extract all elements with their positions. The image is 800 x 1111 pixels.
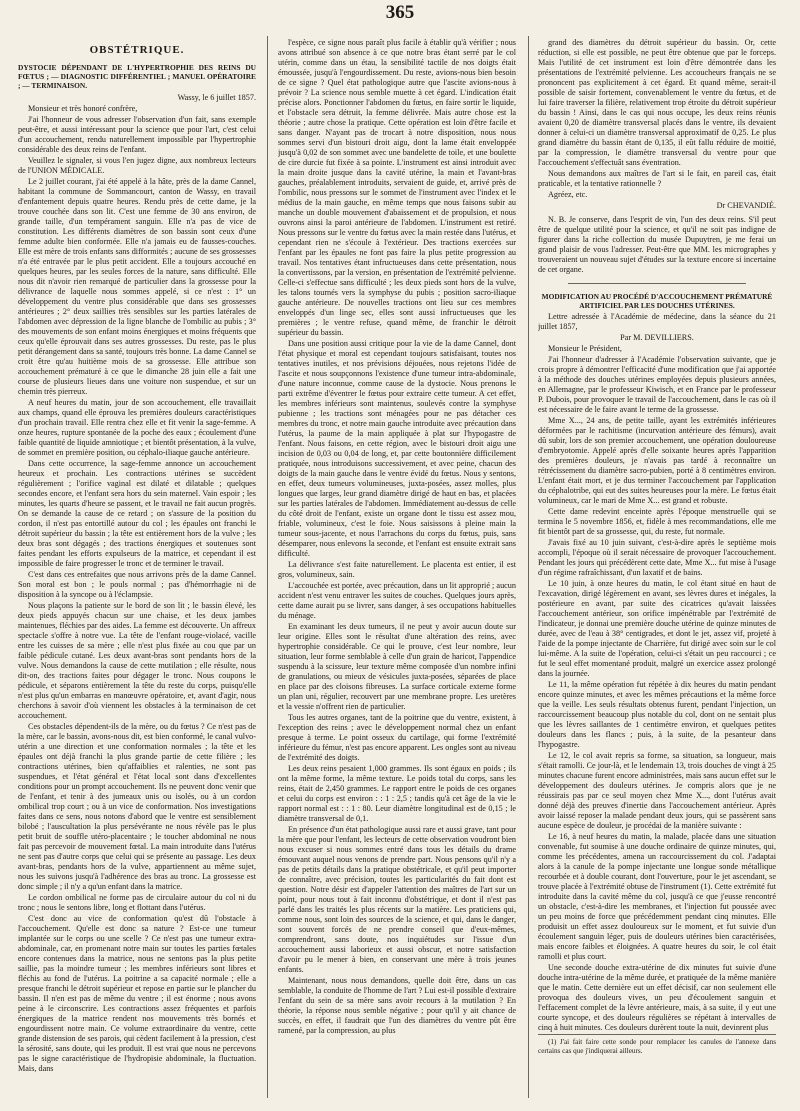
- section-divider: [568, 283, 746, 284]
- paragraph: Les deux reins pesaient 1,000 grammes. Ils sont égaux en poids ; ils ont la même forme, la même texture. Le poids total du corps, sans les reins, était de 2,450 grammes. Le rapport entre le poids de ces organes et celui du corps est environ : : 1 : 2,5 ; tandis qu'à cet âge de la vie le rapport normal est : : 1 : 80. Leur diamètre longitudinal est de 0,15 ; le diamètre transversal de 0,1.: [278, 764, 516, 823]
- paragraph: Le 10 juin, à onze heures du matin, le col étant situé en haut de l'excavation, dirigé légèrement en avant, ses lèvres dures et inégales, la postérieure en avant, par suite des cicatrices qu'avait laissées l'accouchement antérieur, son orifice impénétrable par l'extrémité de l'indicateur, je donnai une première douche utérine de quinze minutes de durée, avec de l'eau à 38° centigrades, et dont le jet, assez vif, projeté à l'aide de la pompe injectante de Charrière, fut dirigé avec soin sur le col lui-même. A la suite de l'opération, celui-ci s'était un peu raccourci ; ce fut le seul effet momentané produit, malgré un exercice assez prolongé dans la journée.: [538, 579, 776, 679]
- paragraph: Le 16, à neuf heures du matin, la malade, placée dans une situation convenable, fut soumise à une douche ordinaire de quinze minutes, qui, comme les précédentes, amena un raccourcissement du col. J'adaptai alors à la canule de la pompe injectante une longue sonde métallique recourbée et à double courant, dont l'ouverture, pour le jet ascendant, se trouve placée à l'extrémité obtuse de l'instrument (1). Cette extrémité fut introduite dans la cavité même du col, jusqu'à ce que j'eusse rencontré un obstacle, c'est-à-dire les membranes, et l'injection fut poussée avec un peu moins de force que précédemment pendant cinq minutes. Elle produisit un effet assez douloureux sur le moment, et fut suivie d'un écoulement sanguin léger, puis de douleurs utérines bien caractérisées, mais encore faibles et éloignées. A quatre heures du soir, le col était ramolli et plus court.: [538, 832, 776, 962]
- paragraph: Nous demandons aux maîtres de l'art si le fait, en pareil cas, était praticable, et la tentative rationnelle ?: [538, 169, 776, 188]
- paragraph: Tous les autres organes, tant de la poitrine que du ventre, existent, à l'exception des reins ; avec le développement normal chez un enfant presque à terme. Le point osseux du cartilage, qui forme l'extrémité inférieure du fémur, n'est pas encore apparent. Les ongles sont au niveau de l'extrémité des doigts.: [278, 713, 516, 762]
- paragraph: Ces obstacles dépendent-ils de la mère, ou du fœtus ? Ce n'est pas de la mère, car le bassin, avons-nous dit, est bien conformé, le canal vulvo-utérin a une direction et une conformation normales ; la tête et les épaules ont déjà franchi la plus grande partie de cette filière ; les contractions utérines, bien qu'affaiblies et ralenties, ne sont pas suspendues, et l'état général et l'état local sont dans d'excellentes conditions pour un prompt accouchement. Ils ne peuvent donc venir que de l'enfant, et tenir à des jumeaux unis ou isolés, ou à un cordon ombilical trop court ; ou à un vice de conformation. Nos investigations faites dans ce sens, nous notons d'abord que le ventre est sensiblement bilobé ; l'auscultation la plus persévérante ne nous révèle pas le plus petit bruit de souffle utéro-placentaire ; le toucher abdominal ne nous fait pas percevoir de mouvement fœtal. La main introduite dans l'utérus ne sent pas d'autre corps que celui qui se présente au passage. Les deux avant-bras, pendants hors de la vulve, appartiennent au même sujet, nous les suivons jusqu'à l'adhérence des bras au tronc. La grossesse est donc simple ; il n'y a qu'un enfant dans la matrice.: [18, 721, 256, 891]
- article-author: Par M. DEVILLIERS.: [620, 333, 694, 343]
- column-2: [278, 38, 516, 1098]
- column-1: [18, 38, 256, 1098]
- paragraph: Le 11, la même opération fut répétée à dix heures du matin pendant encore quinze minutes, et avec les mêmes précautions et la même force que la veille. Les seuls résultats obtenus furent, pendant l'injection, un raccourcissement beaucoup plus notable du col, dont on ne sentait plus que les lèvres saillantes de 1 centimètre environ, et quelques petites douleurs dans les flancs ; puis, à la suite, de la pesanteur dans l'hypogastre.: [538, 680, 776, 750]
- paragraph: grand des diamètres du détroit supérieur du bassin. Or, cette réduction, si elle est possible, ne peut être obtenue que par le forceps. Mais l'utilité de cet instrument est loin d'être démontrée dans les présentations de l'extrémité pelvienne. Les accoucheurs français ne se prononcent pas explicitement à cet égard. Et quand même, serait-il possible de saisir fortement, convenablement le ventre du fœtus, et de lui faire traverser la filière, relativement trop étroite du détroit supérieur du bassin ! Ainsi, dans le cas qui nous occupe, les deux reins réunis avaient 0,20 de diamètre transversal placés dans le ventre, ils devaient donner à celui-ci un diamètre transversal approximatif de 0,25. Le plus grand diamètre du bassin étant de 0,135, il eût fallu réduire de moitié, par la compression, le diamètre transversal du ventre pour que l'accouchement s'effectuât sans éventration.: [538, 38, 776, 167]
- paragraph: Nous plaçons la patiente sur le bord de son lit ; le bassin élevé, les deux pieds appuyés chacun sur une chaise, et les deux jambes maintenues, fléchies par des aides. La femme est découverte. Un affreux spectacle s'offre à notre vue. La tête de l'enfant rouge-violacé, vacille entre les cuisses de sa mère ; elle n'est plus fixée au cou que par un faible pédicule cutané. Les deux avant-bras sont pendants hors de la vulve. Nous demandons la cause de cette mutilation ; elle résulte, nous dit-on, des tractions faites pour dégager le tronc. Nous coupons le pédicule, et séparons entièrement la tête du reste du corps, puisqu'elle n'est plus qu'un embarras en manœuvre opératoire, et, avant d'agir, nous cherchons à savoir d'où viennent les obstacles à la terminaison de cet accouchement.: [18, 600, 256, 720]
- article-title: MODIFICATION AU PROCÉDÉ D'ACCOUCHEMENT PRÉMATURÉ ARTIFICIEL PAR LES DOUCHES UTÉRINES.: [541, 292, 773, 311]
- paragraph: Mme X..., 24 ans, de petite taille, ayant les extrémités inférieures déformées par le rachitisme (incurvation antérieure des fémurs), avait dû subir, lors de son premier accouchement, une opération douloureuse d'embryotomie. Appelé après d'elle soixante heures après l'apparition des premières douleurs, je n'avais pas tardé à reconnaître un rétrécissement du diamètre sacro-pubien, porté à 8 centimètres environ. L'enfant était mort, et je dus terminer l'accouchement par l'application du céphalotribe, qui eut des suites heureuses pour la mère. Le fœtus était volumineux, car le mari de Mme X... est grand et robuste.: [538, 416, 776, 506]
- paragraph: Monsieur le Président,: [548, 344, 622, 354]
- paragraph: Agréez, etc.: [548, 190, 588, 199]
- paragraph: Le 12, le col avait repris sa forme, sa situation, sa longueur, mais s'était ramolli. Ce jour-là, et le lendemain 13, trois douches de vingt à 25 minutes chacune furent encore administrées, mais sans aucun effet sur le développement des douleurs utérines. Je compris alors que je ne réussirais pas par ce seul moyen chez Mme X..., dont l'utérus avait donné déjà des preuves d'inertie dans l'accouchement antérieur. Après avoir laissé reposer la malade pendant deux jours, qui se passèrent sans aucune espèce de douleur, je procédai de la manière suivante :: [538, 751, 776, 831]
- paragraph: J'ai l'honneur de vous adresser l'observation d'un fait, sans exemple peut-être, et aussi intéressant pour la science que pour l'art, c'est celui d'un accouchement, rendu naturellement impossible par l'hypertrophie considérable des deux reins de l'enfant.: [18, 114, 256, 154]
- author-signature: Dr CHEVANDIÉ.: [716, 201, 776, 210]
- article-title: DYSTOCIE DÉPENDANT DE L'HYPERTROPHIE DES REINS DU FŒTUS ; — DIAGNOSTIC DIFFÉRENTIEL ; MANUEL OPÉRATOIRE ; — TERMINAISON.: [18, 63, 256, 91]
- footnote: (1) J'ai fait faire cette sonde pour remplacer les canules de l'annexe dans certains cas que j'indiquerai ailleurs.: [538, 1034, 776, 1056]
- paragraph: Maintenant, nous nous demandons, quelle doit être, dans un cas semblable, la conduite de l'homme de l'art ? Lui est-il possible d'extraire l'enfant du sein de sa mère sans avoir recours à la mutilation ? En théorie, la réponse nous semble négative ; pour qu'il y ait chance de succès, en effet, il faudrait que l'un des diamètres du ventre pût être ramené, par la compression, au plus: [278, 976, 516, 1035]
- paragraph: Le cordon ombilical ne forme pas de circulaire autour du col ni du tronc ; nous le sentons libre, long et flottant dans l'utérus.: [18, 892, 256, 912]
- column-3: [538, 38, 776, 1098]
- paragraph: Dans une position aussi critique pour la vie de la dame Cannel, dont l'état physique et moral est cependant toujours satisfaisant, toutes nos tentatives inutiles, et nos prévisions déjouées, nous rejetons l'idée de l'ascite et nous soupçonnons l'existence d'une tumeur intra-abdominale, d'une nature inconnue, comme cause de la dystocie. Nous prenons le parti extrême d'éventrer le fœtus pour extraire cette tumeur. A cet effet, les membres inférieurs sont maintenus, soulevés contre la symphyse pubienne ; les tractions sont ménagées pour ne pas détacher ces membres du tronc, et notre main gauche introduite avec précaution dans l'utérus, la paume de la main appliquée à plat sur l'hypogastre de l'enfant. Nous faisons, en cette région, avec le bistouri droit aigu une incision de 0,03 ou 0,04 de long, et, par cette boutonnière difficilement pratiquée, nous introduisons successivement, et avec peine, chacun des doigts de la main gauche dans le ventre évidé du fœtus. Nous y sentons, en effet, deux tumeurs volumineuses, juxta-posées, assez molles, plus longues que larges, leur grand diamètre dirigé de haut en bas, et placées sur les parties latérales de l'abdomen. Immédiatement au-dessus de celle du côté droit de l'enfant, existe un organe dont le tissu est assez mou, friable, volumineux, c'est le foie. Nous saisissons à pleine main la tumeur sous-jacente, et nous l'arrachons du corps du fœtus, puis, sans désemparer, nous enlevons la seconde, et l'enfant est ensuite extrait sans difficulté.: [278, 339, 516, 558]
- section-heading: OBSTÉTRIQUE.: [89, 44, 185, 56]
- paragraph: A neuf heures du matin, jour de son accouchement, elle travaillait aux champs, quand elle éprouva les premières douleurs caractéristiques d'un prochain travail. Elle rentra chez elle et fit venir la sage-femme. A onze heures, rupture spontanée de la poche des eaux ; écoulement d'une faible quantité de liquide amniotique ; et bientôt présentation, à la vulve, de sommet en première position, ou céphalo-iliaque gauche antérieure.: [18, 397, 256, 457]
- paragraph: N. B. Je conserve, dans l'esprit de vin, l'un des deux reins. S'il peut être de quelque utilité pour la science, et qu'il ne soit pas indigne de figurer dans la riche collection du musée Dupuytren, je me ferai un grand plaisir de vous l'adresser. Peut-être que MM. les micrographes y trouveraient un nouveau sujet d'études sur la texture encore si incertaine de cet organe.: [538, 215, 776, 274]
- paragraph: C'est dans ces entrefaites que nous arrivons près de la dame Cannel. Son moral est bon ; le pouls normal ; pas d'hémorrhagie ni de disposition à la syncope ou à l'éclampsie.: [18, 569, 256, 599]
- paragraph: Dans cette occurrence, la sage-femme annonce un accouchement heureux et prochain. Les contractions utérines se succèdent régulièrement ; l'orifice vaginal est dilaté et dilatable ; quelques secondes encore, et l'enfant sera hors du sein maternel. Vain espoir ; les minutes, les quarts d'heure se passent, et le travail ne fait aucun progrès. On se demande la cause de ce retard ; on s'assure de la position du cordon, il n'est pas entortillé autour du col ; les épaules ont franchi le détroit supérieur du bassin ; la tête est entièrement hors de la vulve ; les deux bras sont dégagés ; des tractions énergiques et soutenues sont faites pendant les efforts expulseurs de la matrice, et cependant il est impossible de faire progresser le tronc et de terminer le travail.: [18, 458, 256, 568]
- article-intro: Lettre adressée à l'Académie de médecine, dans la séance du 21 juillet 1857,: [538, 312, 776, 332]
- paragraph: Le 2 juillet courant, j'ai été appelé à la hâte, près de la dame Cannel, habitant la commune de Sommancourt, canton de Wassy, en travail d'enfantement depuis quatre heures. Rendu près de cette dame, je la trouve couchée dans son lit. C'est une femme de 30 ans environ, de grande taille, d'un tempérament sanguin. Elle n'a pas de vice de constitution. Les différents diamètres de son bassin sont ceux d'une femme adulte bien conformée. Elle n'a jamais eu de fausses-couches. Elle est mère de trois enfants sans difformités ; aucune de ses grossesses n'a été entravée par le plus petit accident. Elle a toujours accouché en quelques heures, par les seules forces de la nature, sans difficulté. Elle nous dit n'avoir rien remarqué de particulier dans la grossesse pour la délivrance de laquelle nous sommes appelé, si ce n'est : 1° un développement du ventre plus considérable que dans ses grossesses antérieures ; 2° deux saillies très sensibles sur les parties latérales de l'abdomen avec dépression de la ligne blanche de l'ombilic au pubis ; 3° des mouvements de son enfant moins énergiques et moins fréquents que ceux qu'elle éprouvait dans ses autres grossesses. Du reste, pas le plus petit dérangement dans sa santé, toujours très bonne. La dame Cannel se croit être qu'au huitième mois de sa grossesse. Elle attribue son accouchement prématuré à ce que le dimanche 28 juin elle a fait une course de plusieurs lieues dans une voiture non suspendue, et sur un chemin très pierreux.: [18, 176, 256, 396]
- paragraph: C'est donc au vice de conformation qu'est dû l'obstacle à l'accouchement. Qu'elle est donc sa nature ? Est-ce une tumeur implantée sur le corps ou une scelle ? Ce n'est pas une tumeur extra-abdominale, car, en promenant notre main sur toutes les parties fœtales encore contenues dans la matrice, nous ne sentons pas la plus petite saillie, pas la moindre tumeur ; les membres inférieurs sont libres et fléchis au fond de l'utérus. La poitrine a sa capacité normale ; elle a presque franchi le détroit supérieur et repose en partie sur le plancher du bassin. Il n'en est pas de même du ventre ; il est énorme ; nous avons peine à le circonscrire. Les contractions assez fréquentes et parfois énergiques de la matrice rendent nos mouvements très bornés et engourdissent notre main. Ce volume extraordinaire du ventre, cette grande distension de ses parois, qui cèdent facilement à la pression, c'est la sérosité, sans doute, qui les produit. Il est vrai que nous ne percevons pas le signe caractéristique de l'hydropisie abdominale, la fluctuation. Mais, dans: [18, 913, 256, 1073]
- paragraph: Une seconde douche extra-utérine de dix minutes fut suivie d'une douche intra-utérine de la même durée, et pratiquée de la même manière que le matin. Cette dernière eut un effet décisif, car non seulement elle provoqua des douleurs vives, un peu d'écoulement sanguin et l'effacement complet de la lèvre antérieure, mais, à sa suite, il y eut une courte syncope, et des douleurs régulières se répétant à intervalles de cinq à huit minutes. Ces douleurs durèrent toute la nuit, devinrent plus: [538, 963, 776, 1033]
- dateline: Wassy, le 6 juillet 1857.: [177, 92, 256, 102]
- column-rule: [528, 36, 529, 1098]
- paragraph: L'accouchée est portée, avec précaution, dans un lit approprié ; aucun accident n'est venu entraver les suites de couches. Quelques jours après, cette dame aurait pu se livrer, sans danger, à ses occupations habituelles du ménage.: [278, 581, 516, 620]
- page-number: 365: [385, 2, 415, 23]
- paragraph: l'espèce, ce signe nous paraît plus facile à établir qu'à vérifier ; nous avons attribué son absence à ce que notre bras étant serré par le col utérin, comme dans un étau, la sensibilité tactile de nos doigts était émoussée, jusqu'à l'engourdissement. Du reste, avions-nous bien besoin de ce signe ? Quel état pathologique autre que l'ascite avions-nous à prévoir ? La science nous semble muette à cet égard. L'indication était précise alors. Ponctionner l'abdomen du fœtus, en faire sortir le liquide, et l'obstacle sera détruit, la femme délivrée. Mais autre chose est la théorie ; autre chose la pratique. Cette opération est loin d'être facile et sans danger. N'ayant pas de trocart à notre disposition, nous nous sommes servi d'un bistouri droit aigu, dont la lame était enveloppée jusqu'à 0,02 de son sommet avec une bandelette de toile, et une boulette de cire durcie fut fixée à sa pointe. L'instrument est ainsi introduit avec la main droite jusque dans la cavité utérine, la main et l'avant-bras gauches, préalablement introduits, servaient de guide, et, arrivé près de l'ombilic, nous pressons sur le sommet de l'instrument avec l'index et le médius de la main gauche, en même temps que nous faisons subir au manche un double mouvement d'abaissement et de propulsion, et nous ouvrons ainsi la paroi antérieure de l'abdomen. L'instrument est retiré. Nous pressons sur le ventre du fœtus avec la main restée dans l'utérus, et cependant rien ne s'écoule à l'extérieur. Des tractions exercées sur l'enfant par les épaules ne font pas faire la plus petite progression au travail. Nos tentatives étant infructueuses dans cette présentation, nous la convertissons, par la version, en présentation de l'extrémité pelvienne. Celle-ci s'effectue sans difficulté ; les deux pieds sont hors de la vulve, les talons tournés vers la symphyse du pubis ; position sacro-iliaque gauche antérieure. De nouvelles tractions ont lieu sur ces membres enveloppés d'un linge sec, elles sont aussi infructueuses que les premières ; le ventre refuse, quand même, de franchir le détroit supérieur du bassin.: [278, 38, 516, 337]
- paragraph: En présence d'un état pathologique aussi rare et aussi grave, tant pour la mère que pour l'enfant, les lecteurs de cette observation voudront bien nous excuser si nous sommes entré dans tous les détails du drame émouvant auquel nous venons de prendre part. Nous pensons qu'il n'y a pas de petits détails dans la pratique obstétricale, et qu'il peut importer de connaître, avec précision, toutes les particularités du fait dont est question. Notre désir est d'appeler l'attention des maîtres de l'art sur un point, pour nous tout à fait inconnu d'obstétrique, et dont il n'est pas parlé dans les traités les plus récents sur la matière. Les praticiens qui, comme nous, sont loin des sources de la science, et qui, dans le danger, sont souvent forcés de ne prendre conseil que d'eux-mêmes, comprendront, sans doute, nos inquiétudes sur l'issue d'un accouchement aussi laborieux et aussi obscur, et notre satisfaction d'avoir pu le mener à bien, en conservant une mère à trois jeunes enfants.: [278, 825, 516, 974]
- paragraph: J'avais fixé au 10 juin suivant, c'est-à-dire après le septième mois accompli, l'époque où il serait nécessaire de provoquer l'accouchement. Pendant les jours qui précédèrent cette date, Mme X... fut mise à l'usage d'un régime rafraîchissant, d'un laxatif et de bains.: [538, 538, 776, 578]
- paragraph: Monsieur et très honoré confrère,: [28, 103, 138, 113]
- paragraph: La délivrance s'est faite naturellement. Le placenta est entier, il est gros, volumineux, sain.: [278, 560, 516, 579]
- column-rule: [267, 36, 268, 1098]
- paragraph: En examinant les deux tumeurs, il ne peut y avoir aucun doute sur leur origine. Elles sont le résultat d'une altération des reins, avec hypertrophie considérable. Ce qui le prouve, c'est leur nombre, leur situation, leur forme semblable à celle d'un grain de haricot, l'appendice suspendu à la scissure, leur texture même composée d'un nombre infini de granulations, ou mieux de vésicules juxta-posées, séparées de place en place par des cloisons fibreuses. La surface corticale externe forme un plan uni, régulier, recouvert par une membrane propre. Les uretères et la vessie n'offrent rien de particulier.: [278, 622, 516, 711]
- paragraph: J'ai l'honneur d'adresser à l'Académie l'observation suivante, que je crois propre à démontrer l'efficacité d'une modification que j'ai apportée à la méthode des douches utérines employées depuis plusieurs années, en Allemagne, par le professeur Kiwisch, et en France par le professeur P. Dubois, pour provoquer le travail de l'accouchement, dans le cas où il est nécessaire de le faire avant le terme de la grossesse.: [538, 355, 776, 415]
- paragraph: Veuillez le signaler, si vous l'en jugez digne, aux nombreux lecteurs de l'UNION MÉDICALE.: [18, 155, 256, 175]
- paragraph: Cette dame redevint enceinte après l'époque menstruelle qui se termina le 5 novembre 1856, et, fidèle à mes recommandations, elle me fit bientôt part de sa grossesse, qui, du reste, fut normale.: [538, 507, 776, 537]
